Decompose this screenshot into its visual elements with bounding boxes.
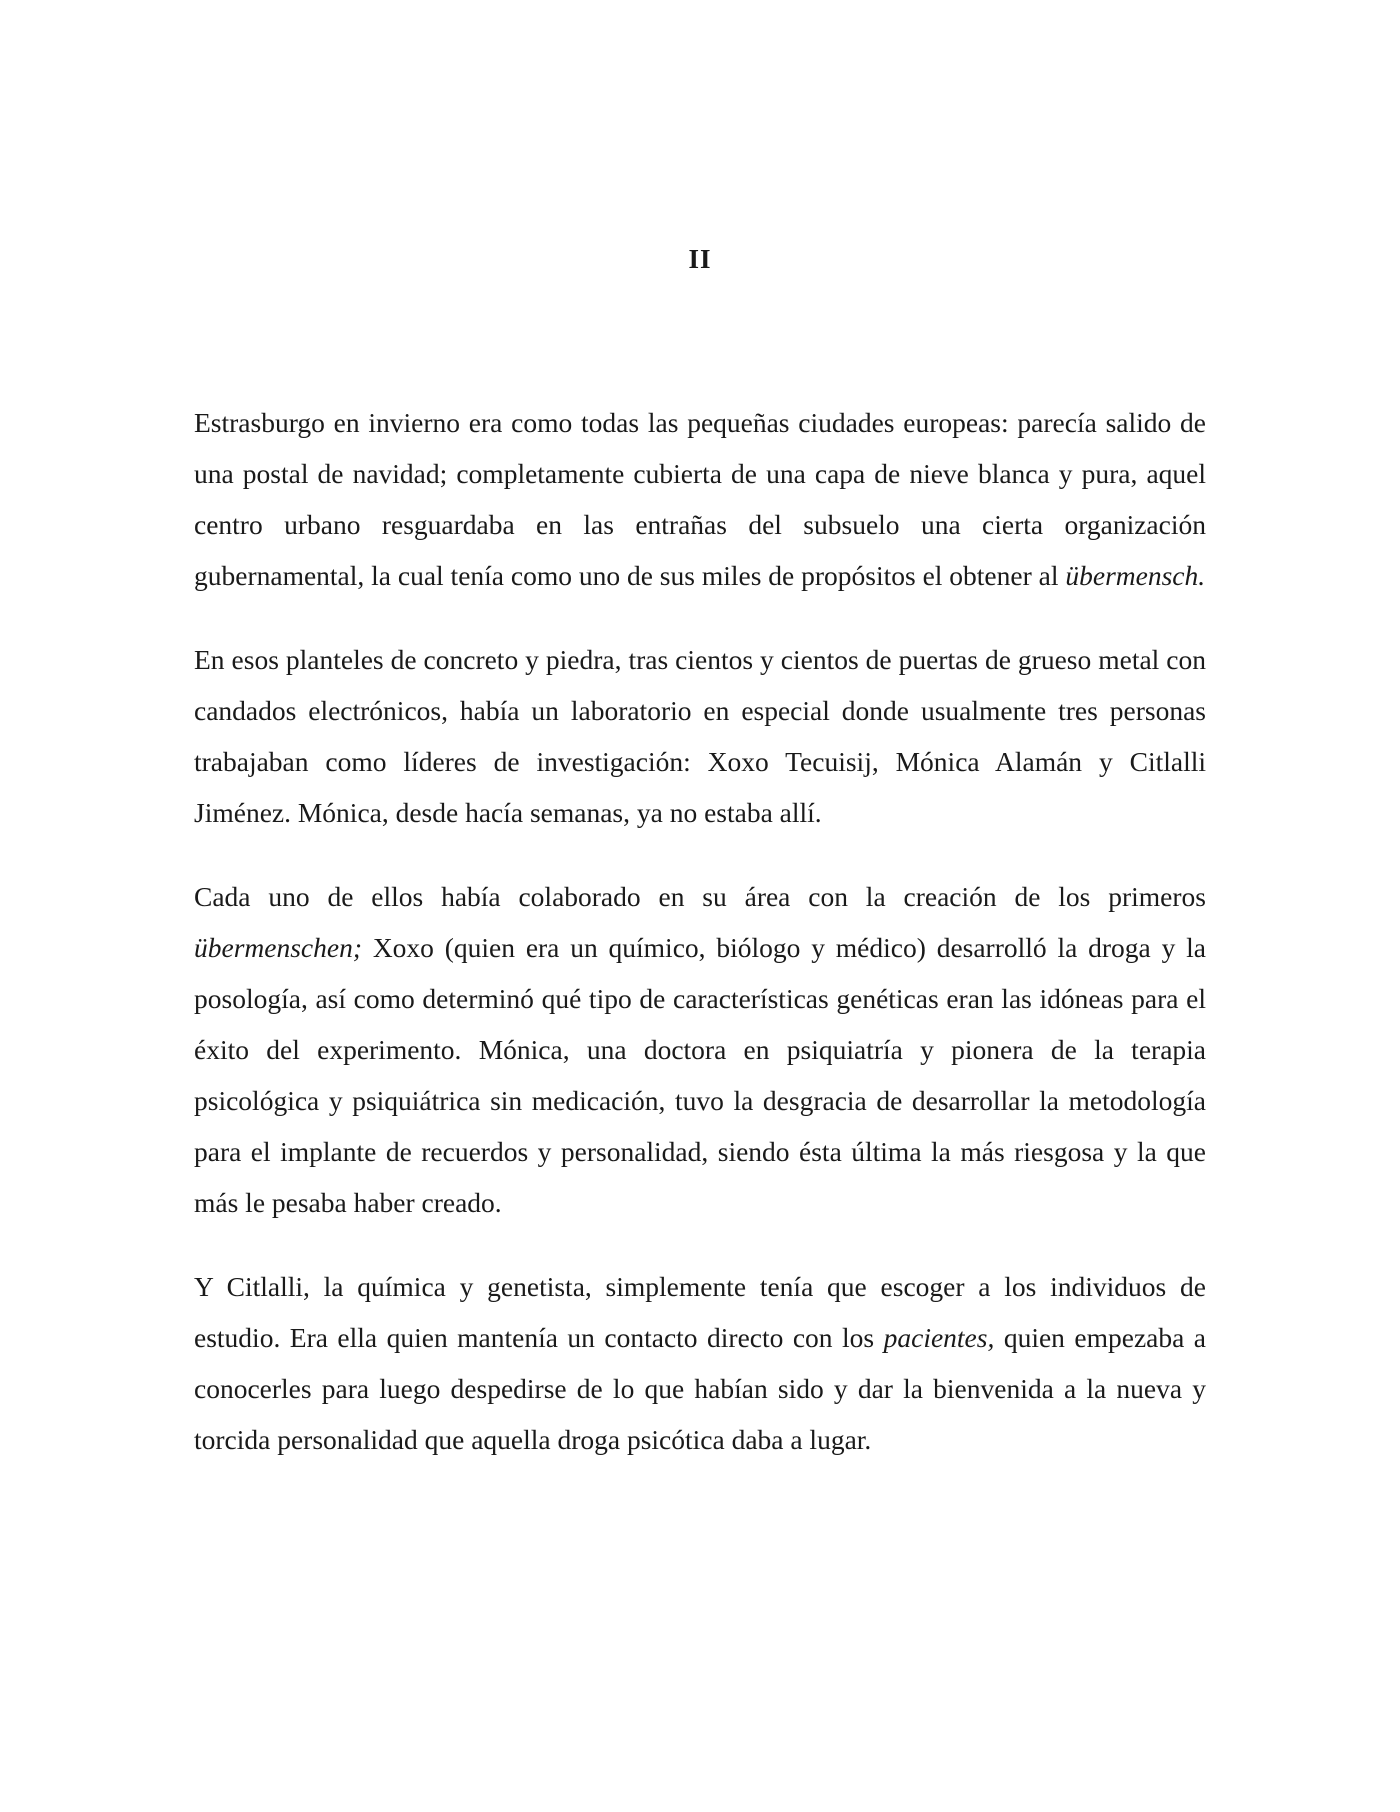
paragraph-1-italic: übermensch. bbox=[1065, 560, 1206, 591]
paragraph-3-text-end: Xoxo (quien era un químico, biólogo y médico) desarrolló la droga y la posología, así como determinó qué tipo de características genéticas eran las idóneas para el éxito del experimento. Mónica, una doctora en psiquiatría y pionera de la terapia psicológica y psiquiátrica sin medicación, tuvo la desgracia de desarrollar la metodología para el implante de recuerdos y personalidad, siendo ésta última la más riesgosa y la que más le pesaba haber creado. bbox=[194, 932, 1206, 1218]
paragraph-4-italic: pacientes, bbox=[883, 1322, 995, 1353]
paragraph-2 bbox=[194, 634, 1206, 838]
chapter-heading: II bbox=[688, 244, 712, 274]
paragraph-4-text-end: quien empezaba a conocerles para luego despedirse de lo que habían sido y dar la bienvenida a la nueva y torcida personalidad que aquella droga psicótica daba a lugar. bbox=[194, 1322, 1206, 1455]
paragraph-3 bbox=[194, 871, 1206, 1228]
paragraph-3-text: Cada uno de ellos había colaborado en su área con la creación de los primeros bbox=[194, 881, 1206, 912]
paragraph-1-text: Estrasburgo en invierno era como todas las pequeñas ciudades europeas: parecía salido de una postal de navidad; completamente cubierta de una capa de nieve blanca y pura, aquel centro urbano resguardaba en las entrañas del subsuelo una cierta organización gubernamental, la cual tenía como uno de sus miles de propósitos el obtener al bbox=[194, 407, 1206, 591]
paragraph-3-italic: übermenschen; bbox=[194, 932, 362, 963]
paragraph-4 bbox=[194, 1261, 1206, 1465]
paragraph-2-text: En esos planteles de concreto y piedra, tras cientos y cientos de puertas de grueso metal con candados electrónicos, había un laboratorio en especial donde usualmente tres personas trabajaban como líderes de investigación: Xoxo Tecuisij, Mónica Alamán y Citlalli Jiménez. Mónica, desde hacía semanas, ya no estaba allí. bbox=[194, 644, 1206, 828]
paragraph-1 bbox=[194, 397, 1206, 601]
paragraph-4-text: Y Citlalli, la química y genetista, simplemente tenía que escoger a los individuos de estudio. Era ella quien mantenía un contacto directo con los bbox=[194, 1271, 1206, 1353]
body-text bbox=[194, 397, 1206, 1498]
